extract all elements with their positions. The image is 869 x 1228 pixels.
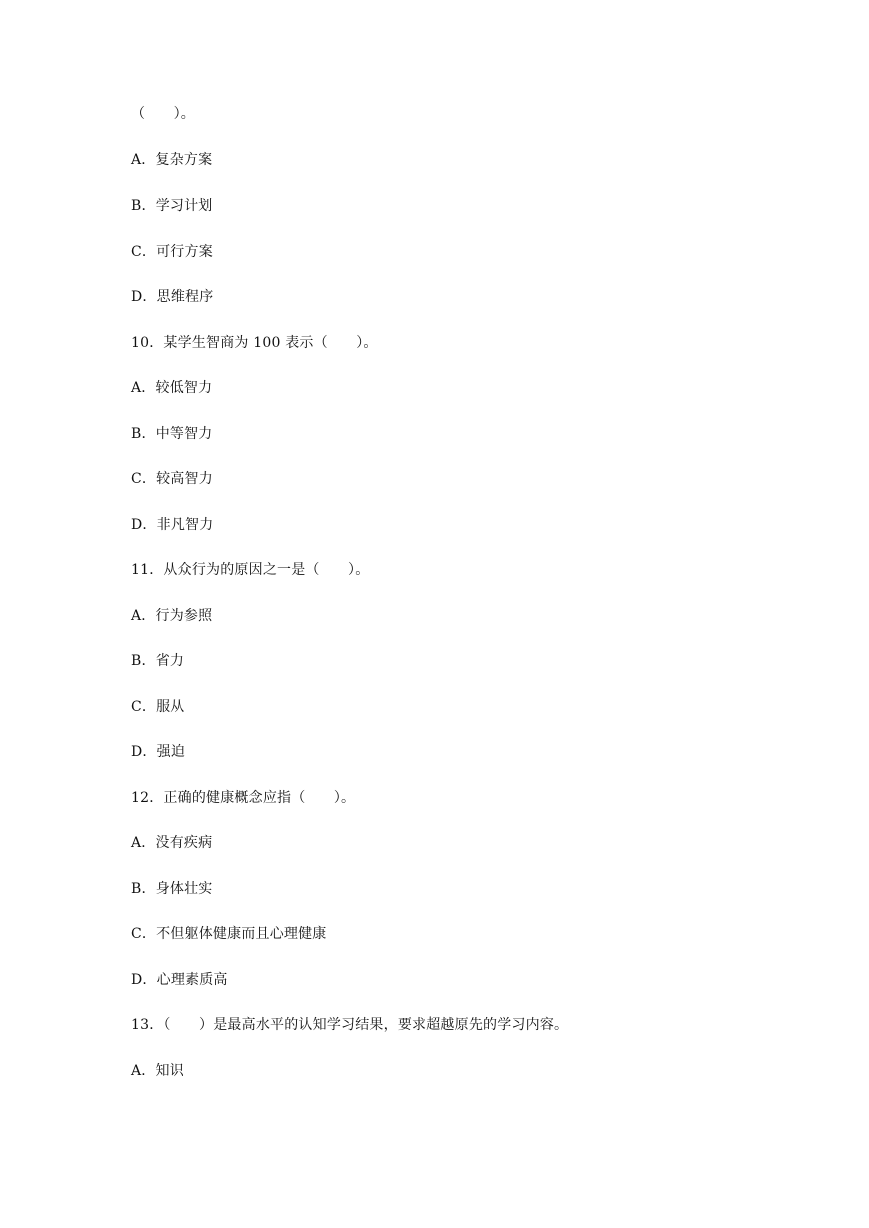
question-11-option-c: C．服从 (131, 699, 185, 715)
question-9-stem-continuation: （ ）。 (131, 106, 195, 122)
question-10-option-b: B．中等智力 (131, 426, 213, 442)
question-9-option-c: C．可行方案 (131, 244, 213, 260)
question-12-option-c: C．不但躯体健康而且心理健康 (131, 926, 327, 942)
question-12-stem: 12．正确的健康概念应指（ ）。 (131, 790, 356, 806)
question-11-stem: 11．从众行为的原因之一是（ ）。 (131, 562, 370, 578)
question-10-option-d: D．非凡智力 (131, 517, 214, 533)
question-10-option-c: C．较高智力 (131, 471, 213, 487)
question-10-option-a: A．较低智力 (131, 380, 213, 396)
question-13-option-a: A．知识 (131, 1063, 184, 1079)
question-12-option-d: D．心理素质高 (131, 972, 228, 988)
question-11-option-a: A．行为参照 (131, 608, 213, 624)
question-10-stem: 10．某学生智商为 100 表示（ ）。 (131, 335, 378, 351)
question-11-option-d: D．强迫 (131, 744, 186, 760)
question-11-option-b: B．省力 (131, 653, 185, 669)
question-12-option-b: B．身体壮实 (131, 881, 213, 897)
question-12-option-a: A．没有疾病 (131, 835, 213, 851)
question-13-stem: 13．（ ）是最高水平的认知学习结果，要求超越原先的学习内容。 (131, 1017, 569, 1033)
question-9-option-a: A．复杂方案 (131, 152, 213, 168)
question-9-option-d: D．思维程序 (131, 289, 214, 305)
question-9-option-b: B．学习计划 (131, 198, 213, 214)
